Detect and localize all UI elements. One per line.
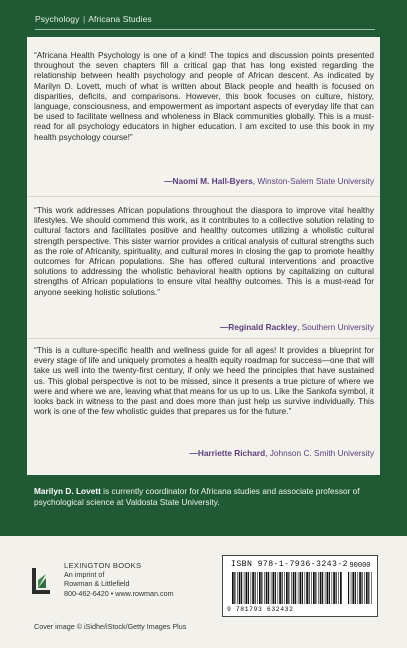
barcode-bar	[273, 572, 275, 604]
author-bio	[34, 486, 374, 507]
barcode-bar	[286, 572, 288, 604]
endorser-name: Harriette Richard	[197, 448, 266, 458]
barcode-bar	[362, 572, 363, 604]
barcode-bar	[355, 572, 356, 604]
endorsement-attribution-1	[44, 176, 374, 186]
barcode-bar	[271, 572, 272, 604]
barcode-icon	[231, 572, 343, 604]
barcode-bar	[351, 572, 352, 604]
barcode-bar	[259, 572, 261, 604]
publisher-info	[64, 561, 214, 598]
author-name: Marilyn D. Lovett	[34, 486, 101, 496]
barcode-bar	[348, 572, 349, 604]
endorser-affiliation: Winston-Salem State University	[257, 176, 374, 186]
barcode-bar	[358, 572, 359, 604]
attribution-dash: —	[219, 322, 229, 332]
endorser-affiliation: Johnson C. Smith University	[269, 448, 374, 458]
barcode-bar	[371, 572, 372, 604]
price-addon-number: 90000	[349, 562, 371, 570]
barcode-bar	[252, 572, 254, 604]
barcode-bar	[302, 572, 303, 604]
publisher-imprint: An imprint of	[64, 570, 105, 580]
barcode-bar	[261, 572, 262, 604]
barcode-bar	[300, 572, 302, 604]
barcode-bar	[309, 572, 310, 604]
barcode-bar	[305, 572, 306, 604]
barcode-bar	[257, 572, 258, 604]
category-separator: |	[82, 14, 86, 24]
barcode-bar	[234, 572, 235, 604]
barcode-bar	[246, 572, 248, 604]
barcode-bar	[239, 572, 241, 604]
barcode-bar	[241, 572, 242, 604]
publisher-parent: Rowman & Littlefield	[64, 579, 130, 589]
barcode-bar	[325, 572, 326, 604]
endorser-name: Naomi M. Hall-Byers	[172, 176, 253, 186]
isbn-number: ISBN 978-1-7936-3243-2	[231, 560, 348, 569]
endorsement-divider	[27, 338, 380, 339]
attribution-dash: —	[164, 176, 173, 186]
attribution-comma: ,	[265, 448, 268, 458]
endorser-affiliation: Southern University	[301, 322, 374, 332]
barcode-bar	[332, 572, 333, 604]
barcode-bar	[278, 572, 279, 604]
barcode-bar	[266, 572, 268, 604]
attribution-comma: ,	[252, 176, 256, 186]
category-rule	[35, 29, 375, 30]
barcode-bar	[264, 572, 265, 604]
barcode-bar	[327, 572, 329, 604]
barcode-bar	[340, 572, 342, 604]
barcode-bar	[237, 572, 238, 604]
addon-barcode-icon	[347, 572, 373, 604]
barcode-bar	[306, 572, 308, 604]
barcode-bar	[320, 572, 322, 604]
endorsement-quote-2: “This work addresses African populations throughout the diaspora to improve vital healthy lifestyles. We should commend this work, as it contributes to a collective solution relating to cultural factors and facilitates positive and healthy outcomes utilizing a wholistic cultural strength perspective. This sister warrior provides a critical analysis of cultural strengths such as the role of Africanity, spirituality, and cultural mores in closing the gap to promote healthy outcomes for African populations. She has offered cultural interventions and proactive solutions to addressing the wholistic behavioral health options by capitalizing on cultural strengths of African populations to ensure vital healthy outcomes. This is a must-read for anyone seeking holistic solutions.”	[34, 205, 374, 297]
barcode-bar	[366, 572, 368, 604]
barcode-bar	[279, 572, 281, 604]
barcode-bar	[232, 572, 234, 604]
barcode-bar	[298, 572, 299, 604]
barcode-bar	[318, 572, 319, 604]
lexington-logo-icon	[32, 568, 50, 594]
barcode-bar	[251, 572, 252, 604]
publisher-contact: 800-462-6420 • www.rowman.com	[64, 588, 174, 598]
category-africana-studies: Africana Studies	[88, 14, 152, 24]
endorsement-quote-1: “Africana Health Psychology is one of a kind! The topics and discussion points presented throughout the seven chapters fill a critical gap that has long existed regarding the relationship between health psychology and people of African descent. As indicated by Marilyn D. Lovett, much of what is written about Black people and health is focused on disparities, deficits, and comparisons. However, this book focuses on culture, history, language, consciousness, and empowerment as important aspects of everyday life that can be used to facilitate wellness and wholeness in Black communities globally. This is a must-read for all psychology educators in higher education. I am excited to use this book in my health psychology course!”	[34, 50, 374, 142]
barcode-bar	[336, 572, 337, 604]
barcode-bar	[313, 572, 315, 604]
barcode-bar	[322, 572, 323, 604]
barcode-bar	[368, 572, 369, 604]
category-psychology: Psychology	[35, 14, 80, 24]
barcode-bar	[359, 572, 361, 604]
barcode-bar	[293, 572, 295, 604]
category-label	[35, 14, 152, 24]
barcode-bar	[311, 572, 312, 604]
barcode-bar	[288, 572, 289, 604]
barcode-bar	[352, 572, 354, 604]
endorser-name: Reginald Rackley	[228, 322, 297, 332]
barcode-bar	[282, 572, 283, 604]
barcode-bar	[338, 572, 339, 604]
endorsement-attribution-3	[44, 448, 374, 458]
endorsement-divider	[27, 196, 380, 197]
barcode-box	[222, 555, 378, 617]
barcode-bar	[333, 572, 335, 604]
barcode-bar	[291, 572, 292, 604]
barcode-bar	[268, 572, 269, 604]
barcode-bar	[284, 572, 285, 604]
ean-number: 9 781793 632432	[227, 606, 294, 613]
barcode-bar	[248, 572, 249, 604]
barcode-bar	[364, 572, 365, 604]
attribution-dash: —	[189, 448, 198, 458]
barcode-bar	[275, 572, 276, 604]
barcode-bar	[295, 572, 296, 604]
author-bio-text: is currently coordinator for Africana studies and associate professor of psychological science at Valdosta State University.	[34, 486, 360, 507]
endorsement-attribution-2	[44, 322, 374, 332]
barcode-bar	[329, 572, 330, 604]
barcode-bar	[244, 572, 245, 604]
barcode-bar	[315, 572, 316, 604]
attribution-comma: ,	[296, 322, 300, 332]
cover-image-credit: Cover image © iSidhe/iStock/Getty Images Plus	[34, 622, 187, 631]
publisher-name: LEXINGTON BOOKS	[64, 561, 142, 570]
endorsement-quote-3: “This is a culture-specific health and wellness guide for all ages! It provides a blueprint for every stage of life and uniquely promotes a health equity roadmap for success—one that will take us well into the twenty-first century, if only we heed the principles that have sustained us. This global perspective is not to be missed, since it presents a true picture of where we were and where we are, leaving what that means for us up to us. Like the Sankofa symbol, it looks back in witness to the past and does more than just help us survive individually. This work is one of the few wholistic guides that prepares us for the future.”	[34, 345, 374, 417]
barcode-bar	[255, 572, 256, 604]
